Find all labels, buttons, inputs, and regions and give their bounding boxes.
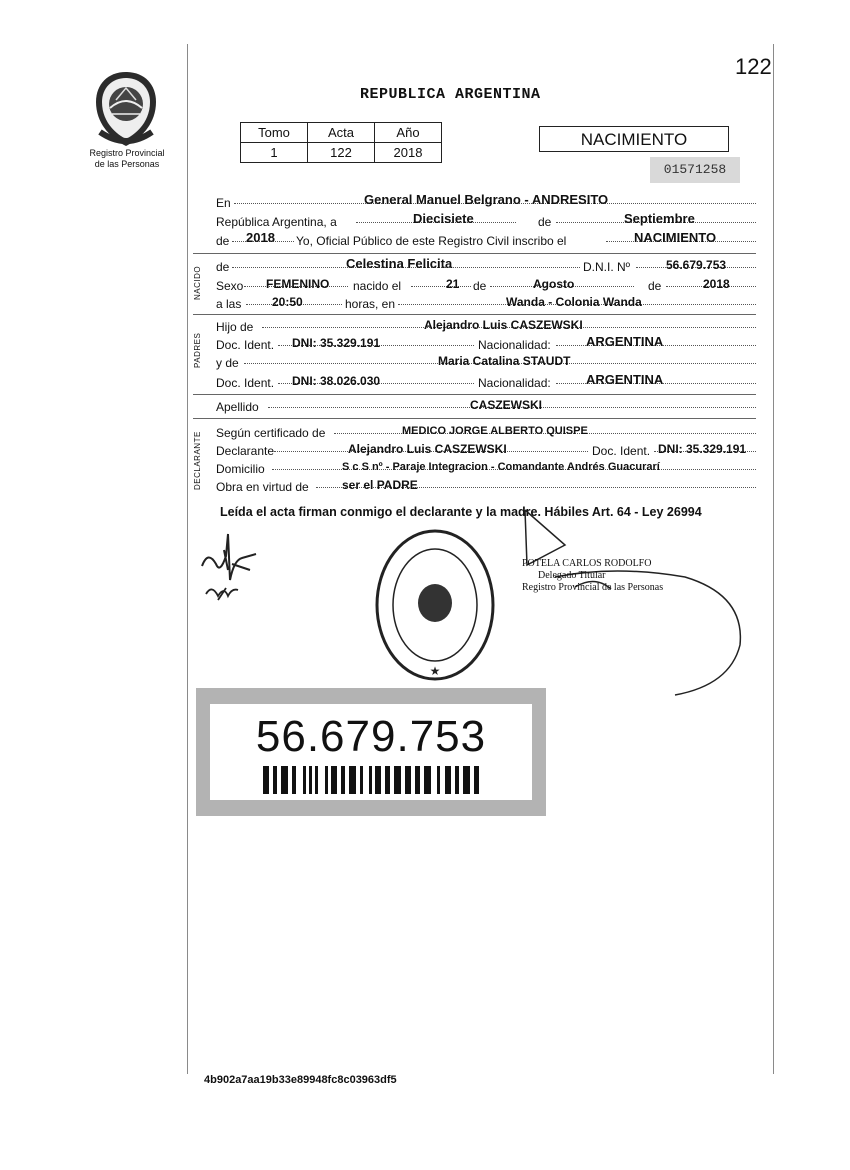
side-label-nacido: NACIDO <box>193 265 202 300</box>
place-line: En General Manuel Belgrano - ANDRESITO <box>216 194 756 212</box>
virtue-line: Obra en virtud de ser el PADRE <box>216 478 756 496</box>
provincial-seal-logo <box>92 70 160 148</box>
barcode-number: 56.679.753 <box>255 712 487 761</box>
closing-statement: Leída el acta firman conmigo el declarante y la madre. Hábiles Art. 64 - Ley 26994 <box>220 505 702 519</box>
document-hash: 4b902a7aa19b33e89948fc8c03963df5 <box>204 1074 397 1086</box>
birth-time-line: a las 20:50 horas, en Wanda - Colonia Wanda <box>216 295 756 313</box>
inscription-line: de 2018 Yo, Oficial Público de este Registro Civil inscribo el NACIMIENTO <box>216 232 756 250</box>
official-office: Registro Provincial de las Personas <box>522 582 664 593</box>
table-cell: 1 <box>241 143 308 163</box>
official-signature <box>515 505 750 700</box>
father-line: Hijo de Alejandro Luis CASZEWSKI <box>216 318 756 336</box>
declarant-line: Declarante Alejandro Luis CASZEWSKI Doc. Ident. DNI: 35.329.191 <box>216 442 756 460</box>
mother-doc-line: Doc. Ident. DNI: 38.026.030 Nacionalidad: ARGENTINA <box>216 374 756 392</box>
table-cell: 2018 <box>375 143 442 163</box>
registry-stamp <box>370 525 500 685</box>
registry-caption: Registro Provincial de las Personas <box>89 148 165 169</box>
birth-date-line: Sexo FEMENINO nacido el 21 de Agosto de 2018 <box>216 277 756 295</box>
child-name-line: de Celestina Felicita D.N.I. Nº 56.679.753 <box>216 258 756 276</box>
date-line: República Argentina, a Diecisiete de Septiembre <box>216 213 756 231</box>
side-label-declarante: DECLARANTE <box>193 431 202 490</box>
surname-line: Apellido CASZEWSKI <box>216 398 756 416</box>
declarant-signature <box>198 530 268 610</box>
certificate-line: Según certificado de MEDICO JORGE ALBERTO QUISPE <box>216 424 756 442</box>
table-header: Acta <box>308 123 375 143</box>
table-header: Tomo <box>241 123 308 143</box>
mother-line: y de Maria Catalina STAUDT <box>216 354 756 372</box>
table-header: Año <box>375 123 442 143</box>
control-number-stamp: 01571258 <box>650 157 740 183</box>
father-doc-line: Doc. Ident. DNI: 35.329.191 Nacionalidad: ARGENTINA <box>216 336 756 354</box>
barcode-icon <box>263 766 479 794</box>
record-type-box: NACIMIENTO <box>539 126 729 152</box>
side-label-padres: PADRES <box>193 332 202 368</box>
table-cell: 122 <box>308 143 375 163</box>
reference-table <box>240 122 442 163</box>
page-number: 122 <box>735 54 772 79</box>
official-name: POTELA CARLOS RODOLFO <box>522 558 652 569</box>
barcode-card <box>196 688 546 816</box>
official-signature-block <box>522 558 663 594</box>
svg-text:★: ★ <box>429 664 441 678</box>
place-value: General Manuel Belgrano - ANDRESITO <box>364 192 609 207</box>
document-title: REPUBLICA ARGENTINA <box>360 86 541 103</box>
official-role: Delegado Titular <box>538 570 606 581</box>
address-line: Domicilio S c S nº - Paraje Integracion - Comandante Andrés Guacurarí <box>216 460 756 478</box>
